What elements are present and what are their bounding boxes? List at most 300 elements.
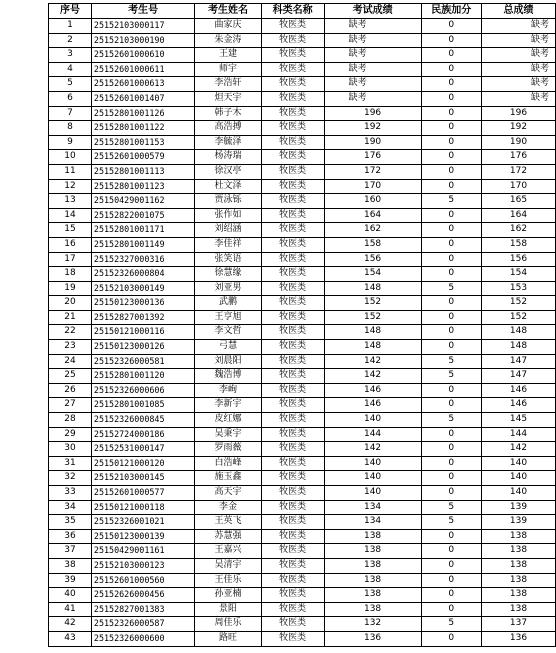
table-row <box>49 150 556 165</box>
cell-seq: 7 <box>49 106 92 121</box>
cell-category: 牧医类 <box>261 486 324 501</box>
cell-exam-id: 25150123000126 <box>91 340 194 355</box>
cell-exam-id: 25150121000116 <box>91 325 194 340</box>
cell-seq: 22 <box>49 325 92 340</box>
cell-seq: 2 <box>49 33 92 48</box>
cell-category: 牧医类 <box>261 223 324 238</box>
cell-total-score: 140 <box>481 471 555 486</box>
table-row <box>49 179 556 194</box>
cell-ethnic-bonus: 0 <box>421 456 481 471</box>
cell-ethnic-bonus: 0 <box>421 48 481 63</box>
cell-name: 武鹏 <box>195 296 261 311</box>
cell-category: 牧医类 <box>261 281 324 296</box>
cell-total-score: 164 <box>481 208 555 223</box>
cell-seq: 29 <box>49 427 92 442</box>
cell-category: 牧医类 <box>261 135 324 150</box>
cell-exam-score: 144 <box>324 427 421 442</box>
cell-category: 牧医类 <box>261 310 324 325</box>
cell-category: 牧医类 <box>261 237 324 252</box>
cell-total-score: 缺考 <box>481 48 555 63</box>
cell-name: 王建 <box>195 48 261 63</box>
table-row <box>49 62 556 77</box>
cell-category: 牧医类 <box>261 471 324 486</box>
cell-ethnic-bonus: 0 <box>421 398 481 413</box>
header-exam-score: 考试成绩 <box>324 4 421 19</box>
table-row <box>49 325 556 340</box>
cell-seq: 6 <box>49 91 92 106</box>
cell-name: 李文哲 <box>195 325 261 340</box>
cell-exam-score: 142 <box>324 354 421 369</box>
cell-ethnic-bonus: 0 <box>421 237 481 252</box>
cell-exam-id: 25152801001123 <box>91 179 194 194</box>
cell-exam-score: 162 <box>324 223 421 238</box>
cell-name: 王佳乐 <box>195 573 261 588</box>
cell-name: 路旺 <box>195 631 261 646</box>
cell-ethnic-bonus: 5 <box>421 515 481 530</box>
cell-total-score: 190 <box>481 135 555 150</box>
cell-category: 牧医类 <box>261 150 324 165</box>
cell-name: 吴清宇 <box>195 558 261 573</box>
cell-seq: 10 <box>49 150 92 165</box>
table-row <box>49 354 556 369</box>
cell-ethnic-bonus: 5 <box>421 413 481 428</box>
cell-total-score: 170 <box>481 179 555 194</box>
cell-seq: 25 <box>49 369 92 384</box>
cell-exam-id: 25152326000587 <box>91 617 194 632</box>
cell-category: 牧医类 <box>261 91 324 106</box>
cell-exam-id: 25152801001120 <box>91 369 194 384</box>
cell-exam-score: 缺考 <box>324 62 421 77</box>
cell-seq: 31 <box>49 456 92 471</box>
cell-ethnic-bonus: 0 <box>421 223 481 238</box>
cell-total-score: 146 <box>481 383 555 398</box>
table-row <box>49 194 556 209</box>
cell-category: 牧医类 <box>261 500 324 515</box>
cell-exam-id: 25152326000606 <box>91 383 194 398</box>
table-row <box>49 631 556 646</box>
cell-category: 牧医类 <box>261 631 324 646</box>
cell-total-score: 137 <box>481 617 555 632</box>
table-row <box>49 135 556 150</box>
cell-seq: 18 <box>49 267 92 282</box>
cell-exam-id: 25152326000845 <box>91 413 194 428</box>
cell-exam-score: 176 <box>324 150 421 165</box>
cell-ethnic-bonus: 0 <box>421 62 481 77</box>
cell-ethnic-bonus: 0 <box>421 33 481 48</box>
cell-name: 曲家庆 <box>195 19 261 34</box>
table-row <box>49 617 556 632</box>
cell-total-score: 139 <box>481 500 555 515</box>
cell-seq: 40 <box>49 588 92 603</box>
table-row <box>49 340 556 355</box>
cell-exam-id: 25152103000149 <box>91 281 194 296</box>
cell-seq: 21 <box>49 310 92 325</box>
cell-ethnic-bonus: 0 <box>421 77 481 92</box>
cell-seq: 24 <box>49 354 92 369</box>
cell-name: 张笑语 <box>195 252 261 267</box>
cell-ethnic-bonus: 0 <box>421 602 481 617</box>
cell-total-score: 162 <box>481 223 555 238</box>
cell-name: 李新宇 <box>195 398 261 413</box>
score-table-container <box>48 3 556 647</box>
cell-exam-id: 25152801001149 <box>91 237 194 252</box>
cell-exam-id: 25152827001383 <box>91 602 194 617</box>
cell-name: 刘绍涵 <box>195 223 261 238</box>
table-row <box>49 121 556 136</box>
cell-total-score: 138 <box>481 544 555 559</box>
table-body <box>49 19 556 647</box>
cell-exam-score: 138 <box>324 544 421 559</box>
cell-total-score: 136 <box>481 631 555 646</box>
cell-exam-id: 25152801001122 <box>91 121 194 136</box>
cell-exam-id: 25152601000611 <box>91 62 194 77</box>
header-exam-id: 考生号 <box>91 4 194 19</box>
cell-seq: 41 <box>49 602 92 617</box>
table-row <box>49 383 556 398</box>
cell-exam-score: 142 <box>324 442 421 457</box>
cell-category: 牧医类 <box>261 413 324 428</box>
cell-category: 牧医类 <box>261 194 324 209</box>
cell-ethnic-bonus: 0 <box>421 106 481 121</box>
cell-total-score: 172 <box>481 164 555 179</box>
cell-exam-score: 160 <box>324 194 421 209</box>
cell-seq: 9 <box>49 135 92 150</box>
cell-exam-id: 25152801001113 <box>91 164 194 179</box>
cell-name: 弓慧 <box>195 340 261 355</box>
cell-exam-id: 25152801001153 <box>91 135 194 150</box>
cell-exam-id: 25152601000610 <box>91 48 194 63</box>
cell-ethnic-bonus: 0 <box>421 631 481 646</box>
cell-exam-score: 146 <box>324 398 421 413</box>
cell-exam-score: 140 <box>324 456 421 471</box>
cell-seq: 36 <box>49 529 92 544</box>
cell-category: 牧医类 <box>261 19 324 34</box>
cell-exam-id: 25152327000316 <box>91 252 194 267</box>
table-row <box>49 223 556 238</box>
cell-seq: 20 <box>49 296 92 311</box>
cell-total-score: 缺考 <box>481 19 555 34</box>
cell-name: 李峋 <box>195 383 261 398</box>
cell-category: 牧医类 <box>261 77 324 92</box>
cell-exam-id: 25152801001171 <box>91 223 194 238</box>
cell-ethnic-bonus: 0 <box>421 179 481 194</box>
cell-exam-score: 142 <box>324 369 421 384</box>
cell-exam-id: 25152601000577 <box>91 486 194 501</box>
header-total-score: 总成绩 <box>481 4 555 19</box>
cell-category: 牧医类 <box>261 208 324 223</box>
score-table <box>48 3 556 647</box>
cell-seq: 37 <box>49 544 92 559</box>
table-row <box>49 515 556 530</box>
cell-exam-score: 152 <box>324 310 421 325</box>
cell-exam-id: 25150123000136 <box>91 296 194 311</box>
cell-exam-id: 25152601000560 <box>91 573 194 588</box>
cell-seq: 17 <box>49 252 92 267</box>
cell-seq: 5 <box>49 77 92 92</box>
cell-ethnic-bonus: 0 <box>421 296 481 311</box>
cell-name: 朱金涛 <box>195 33 261 48</box>
cell-name: 皮红娜 <box>195 413 261 428</box>
cell-exam-score: 138 <box>324 573 421 588</box>
cell-name: 吴秉宇 <box>195 427 261 442</box>
cell-ethnic-bonus: 0 <box>421 383 481 398</box>
cell-category: 牧医类 <box>261 33 324 48</box>
cell-name: 景阳 <box>195 602 261 617</box>
cell-name: 李金 <box>195 500 261 515</box>
cell-ethnic-bonus: 0 <box>421 442 481 457</box>
cell-category: 牧医类 <box>261 558 324 573</box>
cell-ethnic-bonus: 0 <box>421 558 481 573</box>
header-category: 科类名称 <box>261 4 324 19</box>
cell-category: 牧医类 <box>261 529 324 544</box>
cell-seq: 19 <box>49 281 92 296</box>
table-header <box>49 4 556 19</box>
cell-category: 牧医类 <box>261 398 324 413</box>
cell-name: 杜文泽 <box>195 179 261 194</box>
cell-total-score: 144 <box>481 427 555 442</box>
cell-total-score: 176 <box>481 150 555 165</box>
table-row <box>49 310 556 325</box>
cell-total-score: 147 <box>481 354 555 369</box>
cell-exam-score: 138 <box>324 558 421 573</box>
cell-seq: 38 <box>49 558 92 573</box>
cell-seq: 26 <box>49 383 92 398</box>
cell-name: 李佳祥 <box>195 237 261 252</box>
cell-exam-score: 134 <box>324 500 421 515</box>
cell-total-score: 156 <box>481 252 555 267</box>
cell-ethnic-bonus: 0 <box>421 164 481 179</box>
cell-exam-id: 25152326000600 <box>91 631 194 646</box>
cell-exam-id: 25150123000139 <box>91 529 194 544</box>
cell-exam-score: 172 <box>324 164 421 179</box>
cell-total-score: 148 <box>481 340 555 355</box>
cell-name: 王嘉兴 <box>195 544 261 559</box>
cell-name: 张作如 <box>195 208 261 223</box>
cell-exam-score: 缺考 <box>324 48 421 63</box>
table-row <box>49 413 556 428</box>
cell-name: 罗雨薇 <box>195 442 261 457</box>
table-row <box>49 398 556 413</box>
cell-seq: 3 <box>49 48 92 63</box>
table-row <box>49 471 556 486</box>
table-row <box>49 106 556 121</box>
cell-exam-score: 148 <box>324 281 421 296</box>
cell-exam-score: 140 <box>324 471 421 486</box>
cell-ethnic-bonus: 0 <box>421 91 481 106</box>
cell-exam-score: 缺考 <box>324 19 421 34</box>
cell-total-score: 146 <box>481 398 555 413</box>
table-row <box>49 558 556 573</box>
cell-total-score: 138 <box>481 602 555 617</box>
cell-exam-id: 25152326000581 <box>91 354 194 369</box>
cell-seq: 35 <box>49 515 92 530</box>
cell-exam-id: 25152801001085 <box>91 398 194 413</box>
cell-exam-id: 25152801001126 <box>91 106 194 121</box>
header-ethnic-bonus: 民族加分 <box>421 4 481 19</box>
cell-seq: 23 <box>49 340 92 355</box>
cell-category: 牧医类 <box>261 296 324 311</box>
cell-category: 牧医类 <box>261 121 324 136</box>
table-row <box>49 486 556 501</box>
cell-name: 贾泳铄 <box>195 194 261 209</box>
cell-ethnic-bonus: 0 <box>421 471 481 486</box>
cell-name: 施玉鑫 <box>195 471 261 486</box>
cell-ethnic-bonus: 0 <box>421 325 481 340</box>
cell-name: 徐汉亭 <box>195 164 261 179</box>
cell-seq: 39 <box>49 573 92 588</box>
cell-ethnic-bonus: 0 <box>421 267 481 282</box>
cell-exam-id: 25152601000579 <box>91 150 194 165</box>
table-row <box>49 602 556 617</box>
cell-exam-id: 25152822001075 <box>91 208 194 223</box>
cell-ethnic-bonus: 0 <box>421 252 481 267</box>
cell-exam-score: 148 <box>324 340 421 355</box>
header-seq: 序号 <box>49 4 92 19</box>
table-row <box>49 267 556 282</box>
cell-seq: 43 <box>49 631 92 646</box>
cell-name: 徐慧缘 <box>195 267 261 282</box>
cell-total-score: 147 <box>481 369 555 384</box>
cell-category: 牧医类 <box>261 369 324 384</box>
cell-seq: 34 <box>49 500 92 515</box>
cell-exam-score: 156 <box>324 252 421 267</box>
table-row <box>49 164 556 179</box>
cell-total-score: 140 <box>481 456 555 471</box>
cell-category: 牧医类 <box>261 573 324 588</box>
cell-seq: 28 <box>49 413 92 428</box>
table-row <box>49 573 556 588</box>
cell-exam-id: 25152103000145 <box>91 471 194 486</box>
cell-exam-id: 25152531000147 <box>91 442 194 457</box>
cell-ethnic-bonus: 0 <box>421 544 481 559</box>
cell-exam-score: 138 <box>324 588 421 603</box>
cell-name: 李浩轩 <box>195 77 261 92</box>
cell-exam-score: 148 <box>324 325 421 340</box>
cell-exam-score: 132 <box>324 617 421 632</box>
cell-exam-id: 25152601000613 <box>91 77 194 92</box>
cell-category: 牧医类 <box>261 383 324 398</box>
table-row <box>49 252 556 267</box>
cell-name: 韩子木 <box>195 106 261 121</box>
cell-total-score: 152 <box>481 296 555 311</box>
cell-category: 牧医类 <box>261 267 324 282</box>
cell-name: 苏慧强 <box>195 529 261 544</box>
cell-ethnic-bonus: 0 <box>421 340 481 355</box>
cell-exam-score: 140 <box>324 413 421 428</box>
cell-exam-score: 140 <box>324 486 421 501</box>
table-row <box>49 369 556 384</box>
cell-ethnic-bonus: 0 <box>421 486 481 501</box>
cell-exam-score: 154 <box>324 267 421 282</box>
cell-ethnic-bonus: 0 <box>421 150 481 165</box>
cell-category: 牧医类 <box>261 106 324 121</box>
cell-exam-score: 152 <box>324 296 421 311</box>
cell-seq: 13 <box>49 194 92 209</box>
table-row <box>49 208 556 223</box>
cell-name: 师宇 <box>195 62 261 77</box>
cell-exam-id: 25152724000186 <box>91 427 194 442</box>
cell-exam-score: 缺考 <box>324 33 421 48</box>
table-row <box>49 48 556 63</box>
cell-category: 牧医类 <box>261 456 324 471</box>
cell-category: 牧医类 <box>261 252 324 267</box>
cell-name: 魏浩博 <box>195 369 261 384</box>
cell-ethnic-bonus: 0 <box>421 529 481 544</box>
cell-exam-score: 138 <box>324 529 421 544</box>
cell-ethnic-bonus: 5 <box>421 500 481 515</box>
cell-seq: 27 <box>49 398 92 413</box>
cell-name: 周佳乐 <box>195 617 261 632</box>
table-row <box>49 19 556 34</box>
table-row <box>49 77 556 92</box>
cell-exam-score: 190 <box>324 135 421 150</box>
cell-total-score: 缺考 <box>481 62 555 77</box>
cell-category: 牧医类 <box>261 179 324 194</box>
table-row <box>49 544 556 559</box>
cell-ethnic-bonus: 0 <box>421 208 481 223</box>
cell-ethnic-bonus: 5 <box>421 369 481 384</box>
cell-exam-score: 146 <box>324 383 421 398</box>
cell-name: 白浩峰 <box>195 456 261 471</box>
cell-total-score: 152 <box>481 310 555 325</box>
cell-total-score: 缺考 <box>481 33 555 48</box>
cell-seq: 16 <box>49 237 92 252</box>
cell-total-score: 158 <box>481 237 555 252</box>
cell-total-score: 154 <box>481 267 555 282</box>
cell-category: 牧医类 <box>261 164 324 179</box>
cell-total-score: 138 <box>481 573 555 588</box>
cell-category: 牧医类 <box>261 48 324 63</box>
cell-total-score: 145 <box>481 413 555 428</box>
cell-category: 牧医类 <box>261 515 324 530</box>
cell-total-score: 138 <box>481 558 555 573</box>
cell-ethnic-bonus: 0 <box>421 121 481 136</box>
cell-exam-id: 25152326000804 <box>91 267 194 282</box>
cell-category: 牧医类 <box>261 617 324 632</box>
cell-ethnic-bonus: 5 <box>421 354 481 369</box>
cell-exam-score: 136 <box>324 631 421 646</box>
cell-exam-score: 缺考 <box>324 77 421 92</box>
cell-name: 王亨旭 <box>195 310 261 325</box>
cell-exam-score: 196 <box>324 106 421 121</box>
cell-exam-score: 缺考 <box>324 91 421 106</box>
cell-name: 杨涛瑞 <box>195 150 261 165</box>
cell-category: 牧医类 <box>261 427 324 442</box>
cell-total-score: 196 <box>481 106 555 121</box>
cell-name: 王英飞 <box>195 515 261 530</box>
cell-ethnic-bonus: 5 <box>421 617 481 632</box>
cell-category: 牧医类 <box>261 602 324 617</box>
cell-exam-id: 25150429001162 <box>91 194 194 209</box>
cell-ethnic-bonus: 0 <box>421 19 481 34</box>
table-row <box>49 529 556 544</box>
table-row <box>49 427 556 442</box>
table-row <box>49 442 556 457</box>
cell-seq: 4 <box>49 62 92 77</box>
cell-category: 牧医类 <box>261 588 324 603</box>
cell-total-score: 165 <box>481 194 555 209</box>
cell-exam-id: 25150121000120 <box>91 456 194 471</box>
cell-exam-score: 138 <box>324 602 421 617</box>
cell-total-score: 192 <box>481 121 555 136</box>
cell-exam-score: 192 <box>324 121 421 136</box>
table-row <box>49 500 556 515</box>
cell-category: 牧医类 <box>261 354 324 369</box>
cell-category: 牧医类 <box>261 442 324 457</box>
cell-seq: 1 <box>49 19 92 34</box>
cell-total-score: 142 <box>481 442 555 457</box>
cell-seq: 42 <box>49 617 92 632</box>
